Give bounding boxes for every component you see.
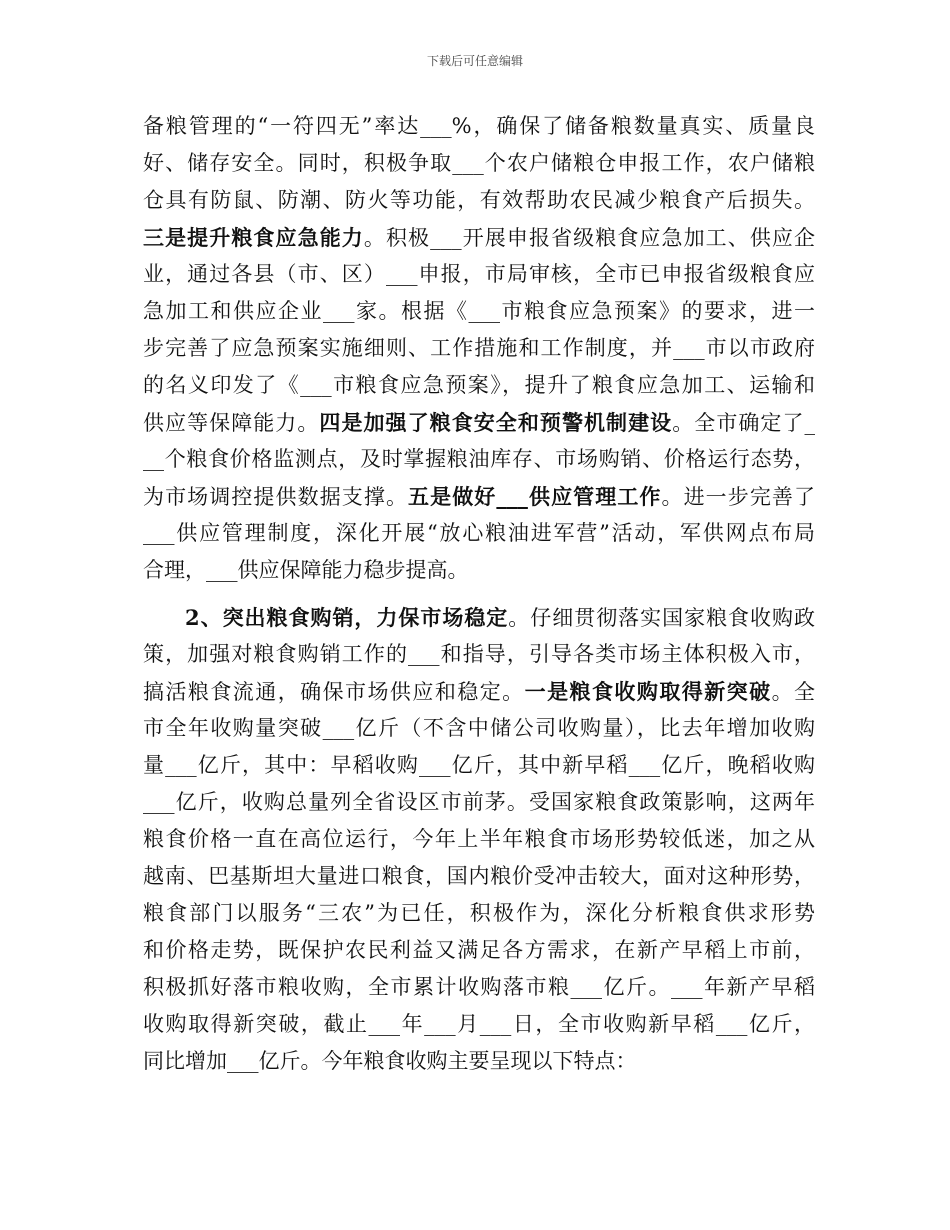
text-line	[143, 219, 815, 256]
text-line	[143, 552, 815, 589]
body-text: 急加工和供应企业___家。根据《___市粮食应急预案》的要求，进一	[143, 299, 815, 323]
body-text: 量___亿斤，其中：早稻收购___亿斤，其中新早稻___亿斤，晚稻收购	[143, 753, 815, 777]
body-text: 市全年收购量突破___亿斤（不含中储公司收购量），比去年增加收购	[143, 716, 815, 740]
body-text: ___供应管理制度，深化开展“放心粮油进军营”活动，军供网点布局	[143, 521, 815, 545]
text-line	[143, 969, 815, 1006]
body-text: 同比增加___亿斤。今年粮食收购主要呈现以下特点：	[143, 1049, 637, 1073]
body-text: 合理，___供应保障能力稳步提高。	[143, 558, 469, 582]
text-line	[143, 895, 815, 932]
text-line	[143, 441, 815, 478]
text-line	[143, 478, 815, 515]
text-line	[143, 932, 815, 969]
text-line	[143, 821, 815, 858]
body-text: 。全市确定了_	[672, 411, 816, 435]
body-text: 和价格走势，既保护农民利益又满足各方需求，在新产早稻上市前，	[143, 938, 815, 962]
text-line	[143, 108, 815, 145]
text-line	[143, 145, 815, 182]
bold-heading-text: 四是加强了粮食安全和预警机制建设	[319, 410, 673, 435]
body-text: 。进一步完善了	[661, 485, 816, 509]
body-text: ___亿斤，收购总量列全省设区市前茅。受国家粮食政策影响，这两年	[143, 790, 815, 814]
text-line	[143, 330, 815, 367]
text-line	[143, 404, 815, 441]
text-line	[143, 367, 815, 404]
text-line	[143, 784, 815, 821]
text-line	[143, 599, 815, 636]
text-line	[143, 747, 815, 784]
body-text: 粮食价格一直在高位运行，今年上半年粮食市场形势较低迷，加之从	[143, 827, 815, 851]
body-text: 步完善了应急预案实施细则、工作措施和工作制度，并___市以市政府	[143, 336, 815, 360]
body-text: 仓具有防鼠、防潮、防火等功能，有效帮助农民减少粮食产后损失。	[143, 188, 815, 212]
text-line	[143, 293, 815, 330]
text-line	[143, 256, 815, 293]
page-header: 下载后可任意编辑	[426, 54, 523, 68]
body-text: 粮食部门以服务“三农”为已任，积极作为，深化分析粮食供求形势	[143, 901, 815, 925]
bold-heading-text: 三是提升粮食应急能力	[143, 225, 364, 250]
document-body	[143, 108, 815, 1080]
bold-heading-text: 五是做好___供应管理工作	[408, 484, 662, 509]
body-text: 备粮管理的“一符四无”率达___%，确保了储备粮数量真实、质量良	[143, 114, 815, 138]
text-line	[143, 710, 815, 747]
body-text: __个粮食价格监测点，及时掌握粮油库存、市场购销、价格运行态势，	[143, 447, 815, 471]
text-line	[143, 182, 815, 219]
body-text: 策，加强对粮食购销工作的___和指导，引导各类市场主体积极入市，	[143, 642, 815, 666]
body-text: 为市场调控提供数据支撑。	[143, 485, 409, 509]
body-text: 的名义印发了《___市粮食应急预案》，提升了粮食应急加工、运输和	[143, 373, 815, 397]
text-line	[143, 858, 815, 895]
body-text: 好、储存安全。同时，积极争取___个农户储粮仓申报工作，农户储粮	[143, 151, 815, 175]
body-text: 。仔细贯彻落实国家粮食收购政	[508, 606, 815, 630]
body-text: 越南、巴基斯坦大量进口粮食，国内粮价受冲击较大，面对这种形势，	[143, 864, 815, 888]
text-line	[143, 636, 815, 673]
text-line	[143, 1043, 815, 1080]
body-text: 。全	[771, 680, 816, 704]
body-text: 搞活粮食流通，确保市场供应和稳定。	[143, 680, 525, 704]
body-text: 积极抓好落市粮收购，全市累计收购落市粮___亿斤。___年新产早稻	[143, 975, 815, 999]
bold-heading-text: 2、突出粮食购销，力保市场稳定	[185, 605, 509, 630]
body-text: 。积极___开展申报省级粮食应急加工、供应企	[363, 226, 816, 250]
body-text: 供应等保障能力。	[143, 411, 320, 435]
body-text: 收购取得新突破，截止___年___月___日，全市收购新早稻___亿斤，	[143, 1012, 815, 1036]
body-text: 业，通过各县（市、区）___申报，市局审核，全市已申报省级粮食应	[143, 262, 815, 286]
text-line	[143, 673, 815, 710]
bold-heading-text: 一是粮食收购取得新突破	[524, 679, 772, 704]
text-line	[143, 1006, 815, 1043]
text-line	[143, 515, 815, 552]
